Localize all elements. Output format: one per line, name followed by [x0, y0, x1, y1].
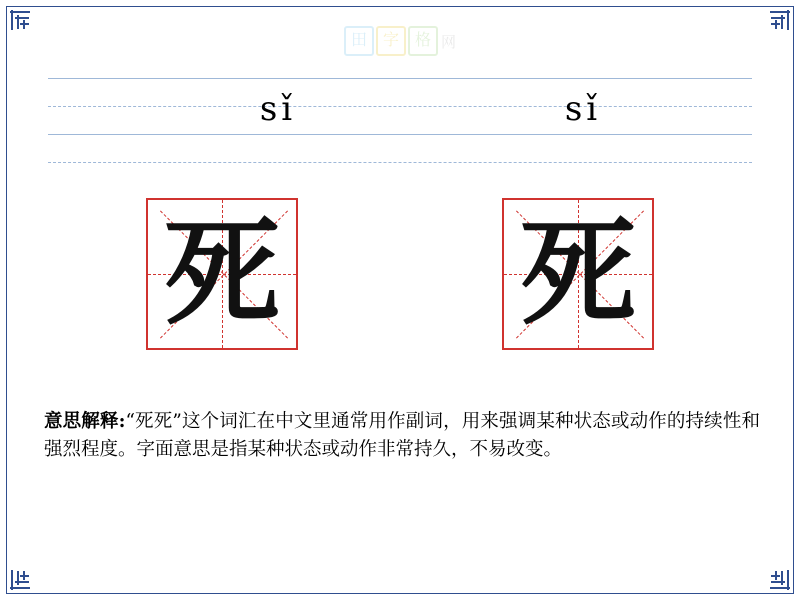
hanzi-right: 死	[520, 206, 636, 341]
explanation-paragraph	[44, 408, 760, 464]
character-grid-row	[0, 198, 800, 358]
watermark-box-3: 格	[408, 26, 438, 56]
pinyin-rule-3	[48, 134, 752, 135]
border-corner-top-left	[8, 8, 34, 34]
explanation-label: 意思解释:	[44, 411, 126, 432]
watermark-logo	[340, 18, 460, 64]
watermark-box-1: 田	[344, 26, 374, 56]
tianzige-left	[146, 198, 298, 350]
border-corner-bottom-right	[766, 566, 792, 592]
watermark-box-2: 字	[376, 26, 406, 56]
explanation-text: “死死”这个词汇在中文里通常用作副词，用来强调某种状态或动作的持续性和强烈程度。字面意思是指某种状态或动作非常持久，不易改变。	[44, 411, 760, 460]
pinyin-left: sǐ	[259, 89, 297, 129]
border-corner-top-right	[766, 8, 792, 34]
pinyin-ruled-area	[48, 78, 752, 162]
pinyin-right: sǐ	[564, 89, 602, 129]
tianzige-right	[502, 198, 654, 350]
border-corner-bottom-left	[8, 566, 34, 592]
pinyin-rule-1	[48, 78, 752, 79]
hanzi-left: 死	[164, 206, 280, 341]
pinyin-rule-4	[48, 162, 752, 163]
watermark-text: 网	[440, 32, 456, 51]
